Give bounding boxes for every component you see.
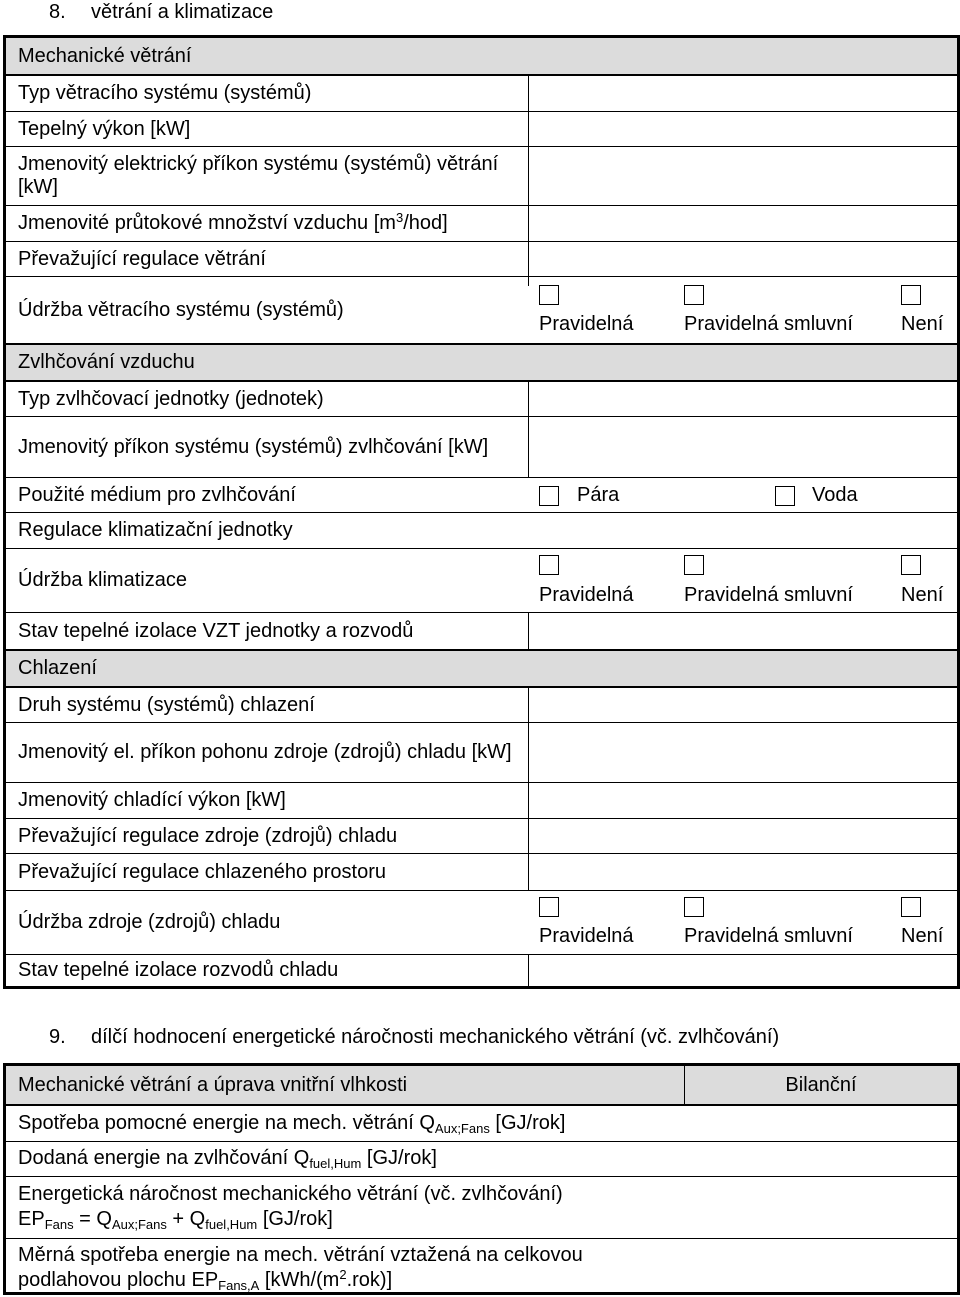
medium-steam-checkbox[interactable]: [539, 486, 559, 506]
row-label: Údržba větracího systému (systémů): [18, 298, 344, 321]
row-specific-energy: [6, 1238, 957, 1292]
ac-maintenance-contract-label: Pravidelná smluvní: [684, 584, 853, 606]
row-label: Spotřeba pomocné energie na mech. větrání Q: [18, 1112, 435, 1134]
energy-table: [3, 1063, 960, 1295]
maintenance-contract-checkbox[interactable]: [684, 285, 704, 305]
row-thermal-output: [6, 111, 957, 146]
section-number: 8.: [49, 1, 66, 23]
row-cooling-maintenance: [6, 890, 957, 954]
row-ac-maintenance: [6, 548, 957, 612]
row-label: Stav tepelné izolace VZT jednotky a rozvodů: [18, 619, 414, 642]
row-cooling-drive-power: [6, 722, 957, 782]
section-number: 9.: [49, 1026, 66, 1048]
row-label: Tepelný výkon [kW]: [18, 117, 191, 140]
row-label: Jmenovitý chladící výkon [kW]: [18, 789, 286, 811]
row-airflow: [6, 205, 957, 241]
row-humidifier-type: [6, 380, 957, 416]
medium-water-label: Voda: [812, 484, 858, 506]
section-8-heading: [49, 0, 273, 24]
row-aux-energy: Spotřeba pomocné energie na mech. větrání $Q_{Aux;Fans}$ [GJ/rok]: [6, 1104, 957, 1141]
row-label: Typ zvlhčovací jednotky (jednotek): [18, 387, 324, 410]
cooling-maintenance-contract-checkbox[interactable]: [684, 897, 704, 917]
ep-formula: $EP_{Fans} = Q_{Aux;Fans} + Q_{fuel,Hum}$ [GJ/rok]: [18, 1208, 333, 1232]
maintenance-regular-checkbox[interactable]: [539, 285, 559, 305]
row-ventilation-rated-power: [6, 146, 957, 205]
ac-maintenance-regular-checkbox[interactable]: [539, 555, 559, 575]
ac-maintenance-regular-label: Pravidelná: [539, 584, 634, 606]
maintenance-regular-label: Pravidelná: [539, 313, 634, 335]
row-ventilation-type: [6, 74, 957, 111]
row-label: Jmenovitý el. příkon pohonu zdroje (zdrojů) chladu [kW]: [18, 741, 512, 763]
row-label: Převažující regulace zdroje (zdrojů) chladu: [18, 824, 398, 847]
row-humidifier-power: [6, 416, 957, 477]
row-ventilation-maintenance: [6, 276, 957, 343]
row-label: Převažující regulace větrání: [18, 247, 266, 270]
medium-steam-label: Pára: [577, 484, 620, 506]
ac-maintenance-none-label: Není: [901, 584, 944, 606]
row-label: Energetická náročnost mechanického větrání (vč. zvlhčování): [18, 1183, 563, 1205]
section-header-ventilation: [6, 38, 957, 74]
cooling-maintenance-none-checkbox[interactable]: [901, 897, 921, 917]
row-cooling-source-regulation: [6, 818, 957, 853]
maintenance-contract-label: Pravidelná smluvní: [684, 313, 853, 335]
row-label: Typ větracího systému (systémů): [18, 82, 312, 104]
maintenance-none-checkbox[interactable]: [901, 285, 921, 305]
row-ac-regulation: [6, 512, 957, 548]
row-cooling-space-regulation: [6, 853, 957, 890]
row-label: Dodaná energie na zvlhčování Q: [18, 1147, 310, 1169]
section-header-label: Zvlhčování vzduchu: [18, 351, 195, 373]
ac-maintenance-none-checkbox[interactable]: [901, 555, 921, 575]
cooling-maintenance-regular-checkbox[interactable]: [539, 897, 559, 917]
row-humidification-medium: [6, 477, 957, 512]
row-label: Převažující regulace chlazeného prostoru: [18, 860, 386, 883]
ac-maintenance-contract-checkbox[interactable]: [684, 555, 704, 575]
row-label: Použité médium pro zvlhčování: [18, 483, 296, 506]
row-cooling-type: [6, 686, 957, 722]
energy-table-header: [6, 1066, 957, 1104]
row-ventilation-regulation: [6, 241, 957, 276]
ventilation-table: [3, 35, 960, 989]
cooling-maintenance-contract-label: Pravidelná smluvní: [684, 925, 853, 947]
row-label: Údržba zdroje (zdrojů) chladu: [18, 911, 281, 933]
row-label: Druh systému (systémů) chlazení: [18, 693, 315, 716]
section-header-label: Mechanické větrání: [18, 44, 192, 67]
cooling-maintenance-regular-label: Pravidelná: [539, 925, 634, 947]
row-ep-fans: [6, 1176, 957, 1238]
row-label: Jmenovitý elektrický příkon systému (systémů) větrání [kW]: [18, 153, 499, 198]
row-label: Stav tepelné izolace rozvodů chladu: [18, 959, 339, 981]
row-cooling-output: [6, 782, 957, 818]
row-cooling-insulation: [6, 954, 957, 986]
header-left: Mechanické větrání a úprava vnitřní vlhkosti: [18, 1074, 408, 1096]
row-label: Měrná spotřeba energie na mech. větrání vztažená na celkovou: [18, 1244, 583, 1266]
row-label: Údržba klimatizace: [18, 569, 187, 591]
row-label: Jmenovitý příkon systému (systémů) zvlhčování [kW]: [18, 435, 489, 458]
row-label: Regulace klimatizační jednotky: [18, 519, 293, 541]
header-balance: Bilanční: [785, 1074, 857, 1096]
section-title: větrání a klimatizace: [91, 1, 274, 23]
section-title: dílčí hodnocení energetické náročnosti mechanického větrání (vč. zvlhčování): [91, 1026, 780, 1048]
row-ahu-insulation: [6, 612, 957, 649]
cooling-maintenance-none-label: Není: [901, 925, 944, 947]
section-9-heading: [49, 1025, 779, 1049]
section-header-humidification: [6, 343, 957, 380]
section-header-cooling: [6, 649, 957, 686]
row-humidification-energy: Dodaná energie na zvlhčování $Q_{fuel,Hum}$ [GJ/rok]: [6, 1141, 957, 1176]
spec-formula: podlahovou plochu $EP_{Fans,A}$ $[kWh/(m^2.rok)]$: [18, 1267, 393, 1293]
maintenance-none-label: Není: [901, 313, 944, 335]
row-label: Jmenovité průtokové množství vzduchu $[m^3/hod]$: [18, 210, 448, 234]
section-header-label: Chlazení: [18, 657, 97, 679]
medium-water-checkbox[interactable]: [775, 486, 795, 506]
